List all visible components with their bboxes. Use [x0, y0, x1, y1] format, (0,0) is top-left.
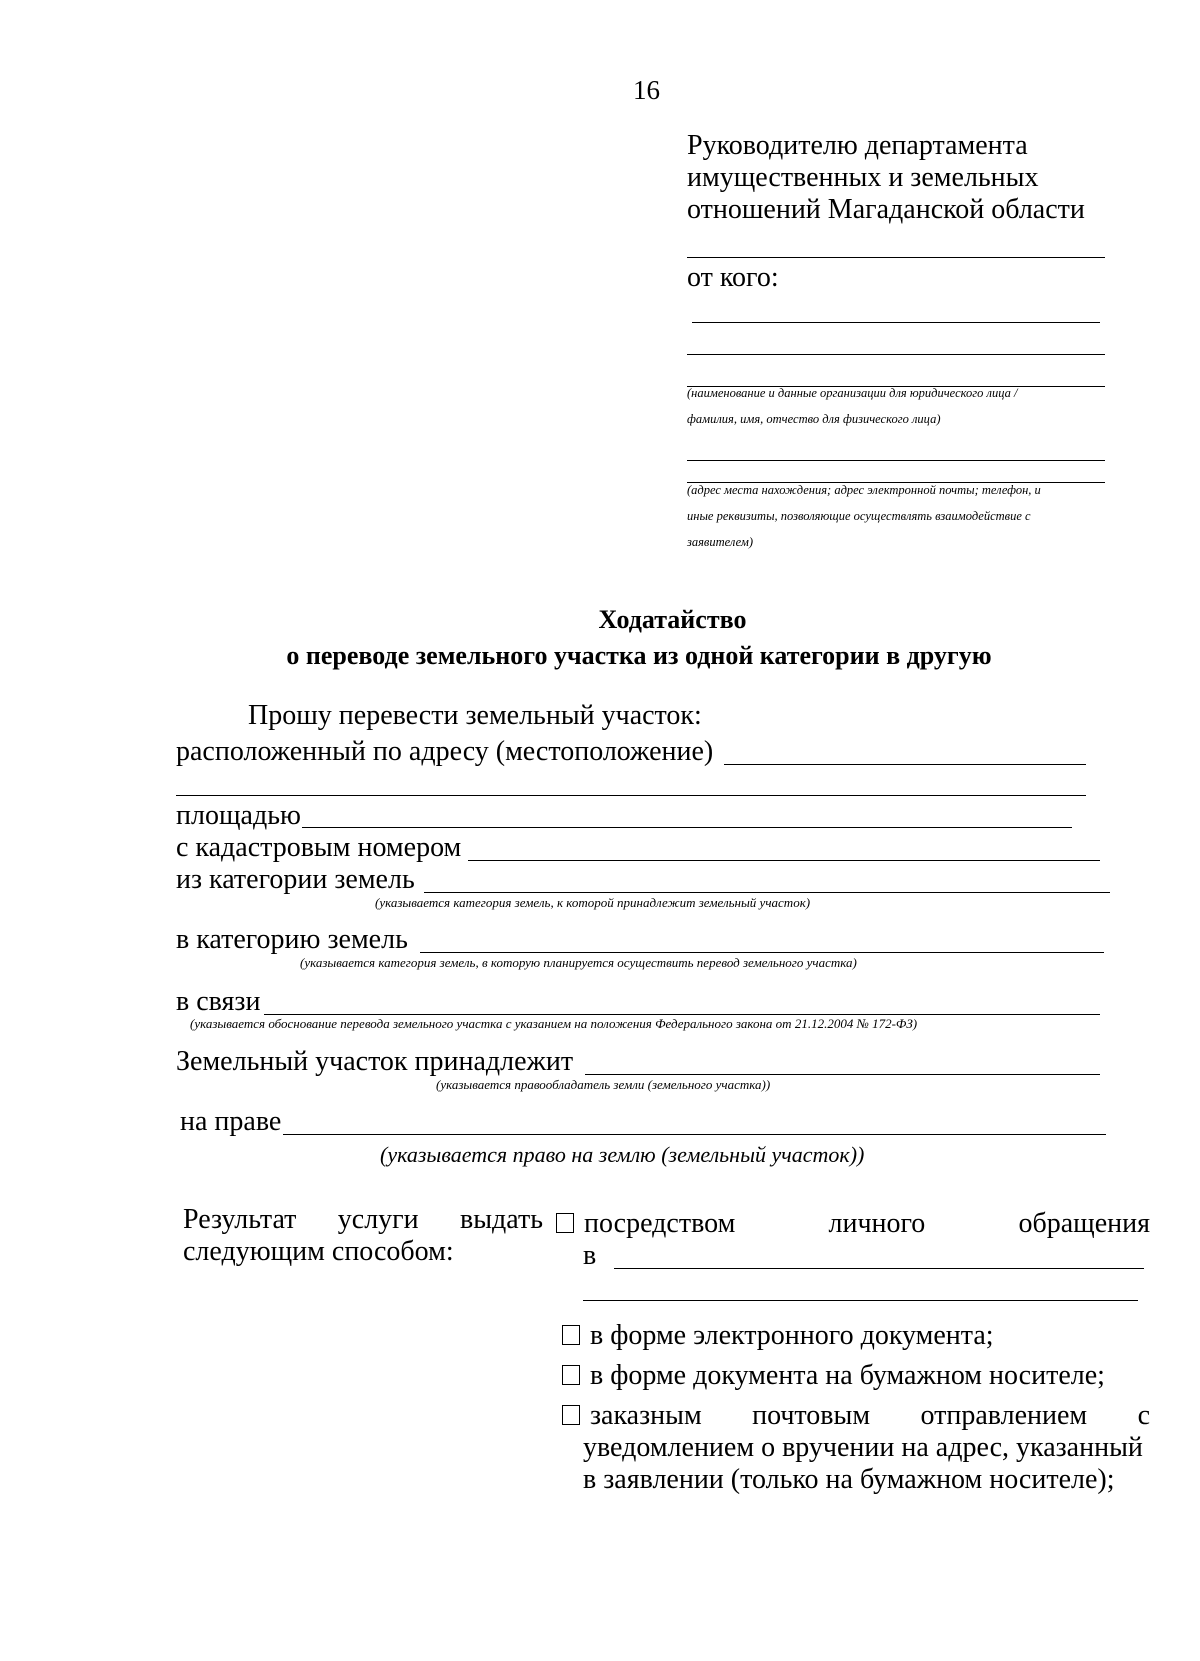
contacts-note-3: заявителем)	[687, 535, 754, 549]
contacts-line-1[interactable]	[687, 460, 1105, 461]
right-label: на праве	[180, 1106, 282, 1137]
result-label-line-1	[183, 1204, 543, 1236]
reason-label: в связи	[176, 986, 261, 1017]
contacts-note-1: (адрес места нахождения; адрес электронной почты; телефон, и	[687, 483, 1041, 497]
option-mail-line-3: в заявлении (только на бумажном носителе);	[583, 1464, 1115, 1495]
option-electronic[interactable]	[562, 1320, 994, 1352]
option-mail-line-2: уведомлением о вручении на адрес, указанный	[583, 1432, 1143, 1463]
applicant-note-1: (наименование и данные организации для юридического лица /	[687, 386, 1018, 400]
addressee-line-3: отношений Магаданской области	[687, 194, 1085, 225]
result-label-line-2: следующим способом:	[183, 1236, 454, 1267]
cadastral-field-line[interactable]	[468, 860, 1100, 861]
result-word-1: Результат	[183, 1204, 297, 1235]
option-personal-in: в	[583, 1240, 597, 1271]
address-label: расположенный по адресу (местоположение)	[176, 736, 714, 767]
checkbox-paper[interactable]	[562, 1365, 580, 1385]
option-paper-label: в форме документа на бумажном носителе;	[590, 1360, 1105, 1391]
option-mail-word-1: заказным	[590, 1400, 702, 1431]
checkbox-electronic[interactable]	[562, 1325, 580, 1345]
option-electronic-label: в форме электронного документа;	[590, 1320, 994, 1351]
office-field-line-1[interactable]	[614, 1268, 1144, 1269]
option-personal-word-2: личного	[828, 1208, 926, 1239]
owner-label: Земельный участок принадлежит	[176, 1046, 574, 1077]
from-category-label: из категории земель	[176, 864, 415, 895]
page-number: 16	[633, 75, 660, 105]
applicant-line-1[interactable]	[692, 322, 1100, 323]
addressee-line-2: имущественных и земельных	[687, 162, 1039, 193]
applicant-note-2: фамилия, имя, отчество для физического лица)	[687, 412, 941, 426]
addressee-line-1: Руководителю департамента	[687, 130, 1028, 161]
area-field-line[interactable]	[302, 827, 1072, 828]
option-personal-word-3: обращения	[1018, 1208, 1150, 1239]
reason-field-line[interactable]	[264, 1014, 1100, 1015]
option-registered-mail[interactable]	[562, 1400, 1150, 1432]
right-field-line[interactable]	[283, 1134, 1106, 1135]
from-category-field-line[interactable]	[424, 892, 1110, 893]
request-intro: Прошу перевести земельный участок:	[248, 700, 702, 731]
from-category-hint: (указывается категория земель, к которой принадлежит земельный участок)	[375, 895, 811, 910]
checkbox-registered-mail[interactable]	[562, 1405, 580, 1425]
result-word-3: выдать	[459, 1204, 543, 1235]
from-label: от кого:	[687, 262, 779, 293]
option-paper[interactable]	[562, 1360, 1105, 1392]
area-label: площадью	[176, 800, 301, 831]
option-mail-word-3: отправлением	[920, 1400, 1088, 1431]
to-category-label: в категорию земель	[176, 924, 408, 955]
option-personal-visit[interactable]	[556, 1208, 1150, 1240]
to-category-field-line[interactable]	[420, 952, 1104, 953]
checkbox-personal-visit[interactable]	[556, 1213, 574, 1233]
owner-hint: (указывается правообладатель земли (земельного участка))	[436, 1077, 771, 1092]
right-hint: (указывается право на землю (земельный участок))	[380, 1142, 865, 1167]
cadastral-label: с кадастровым номером	[176, 832, 462, 863]
document-title: Ходатайство	[598, 605, 747, 634]
office-field-line-2[interactable]	[583, 1300, 1138, 1301]
address-field-line-1[interactable]	[724, 764, 1086, 765]
option-personal-word-1: посредством	[584, 1208, 736, 1239]
document-subtitle: о переводе земельного участка из одной категории в другую	[286, 641, 992, 670]
contacts-note-2: иные реквизиты, позволяющие осуществлять взаимодействие с	[687, 509, 1031, 523]
applicant-line-2[interactable]	[687, 354, 1105, 355]
addressee-blank-line[interactable]	[687, 257, 1105, 258]
option-mail-word-4: с	[1137, 1400, 1150, 1431]
reason-hint: (указывается обоснование перевода земельного участка с указанием на положения Федерального закона от 21.12.2004 № 172-ФЗ)	[190, 1016, 918, 1031]
to-category-hint: (указывается категория земель, в которую планируется осуществить перевод земельного участка)	[300, 955, 857, 970]
address-field-line-2[interactable]	[176, 795, 1086, 796]
owner-field-line[interactable]	[585, 1074, 1100, 1075]
result-word-2: услуги	[337, 1204, 419, 1235]
option-mail-word-2: почтовым	[752, 1400, 871, 1431]
